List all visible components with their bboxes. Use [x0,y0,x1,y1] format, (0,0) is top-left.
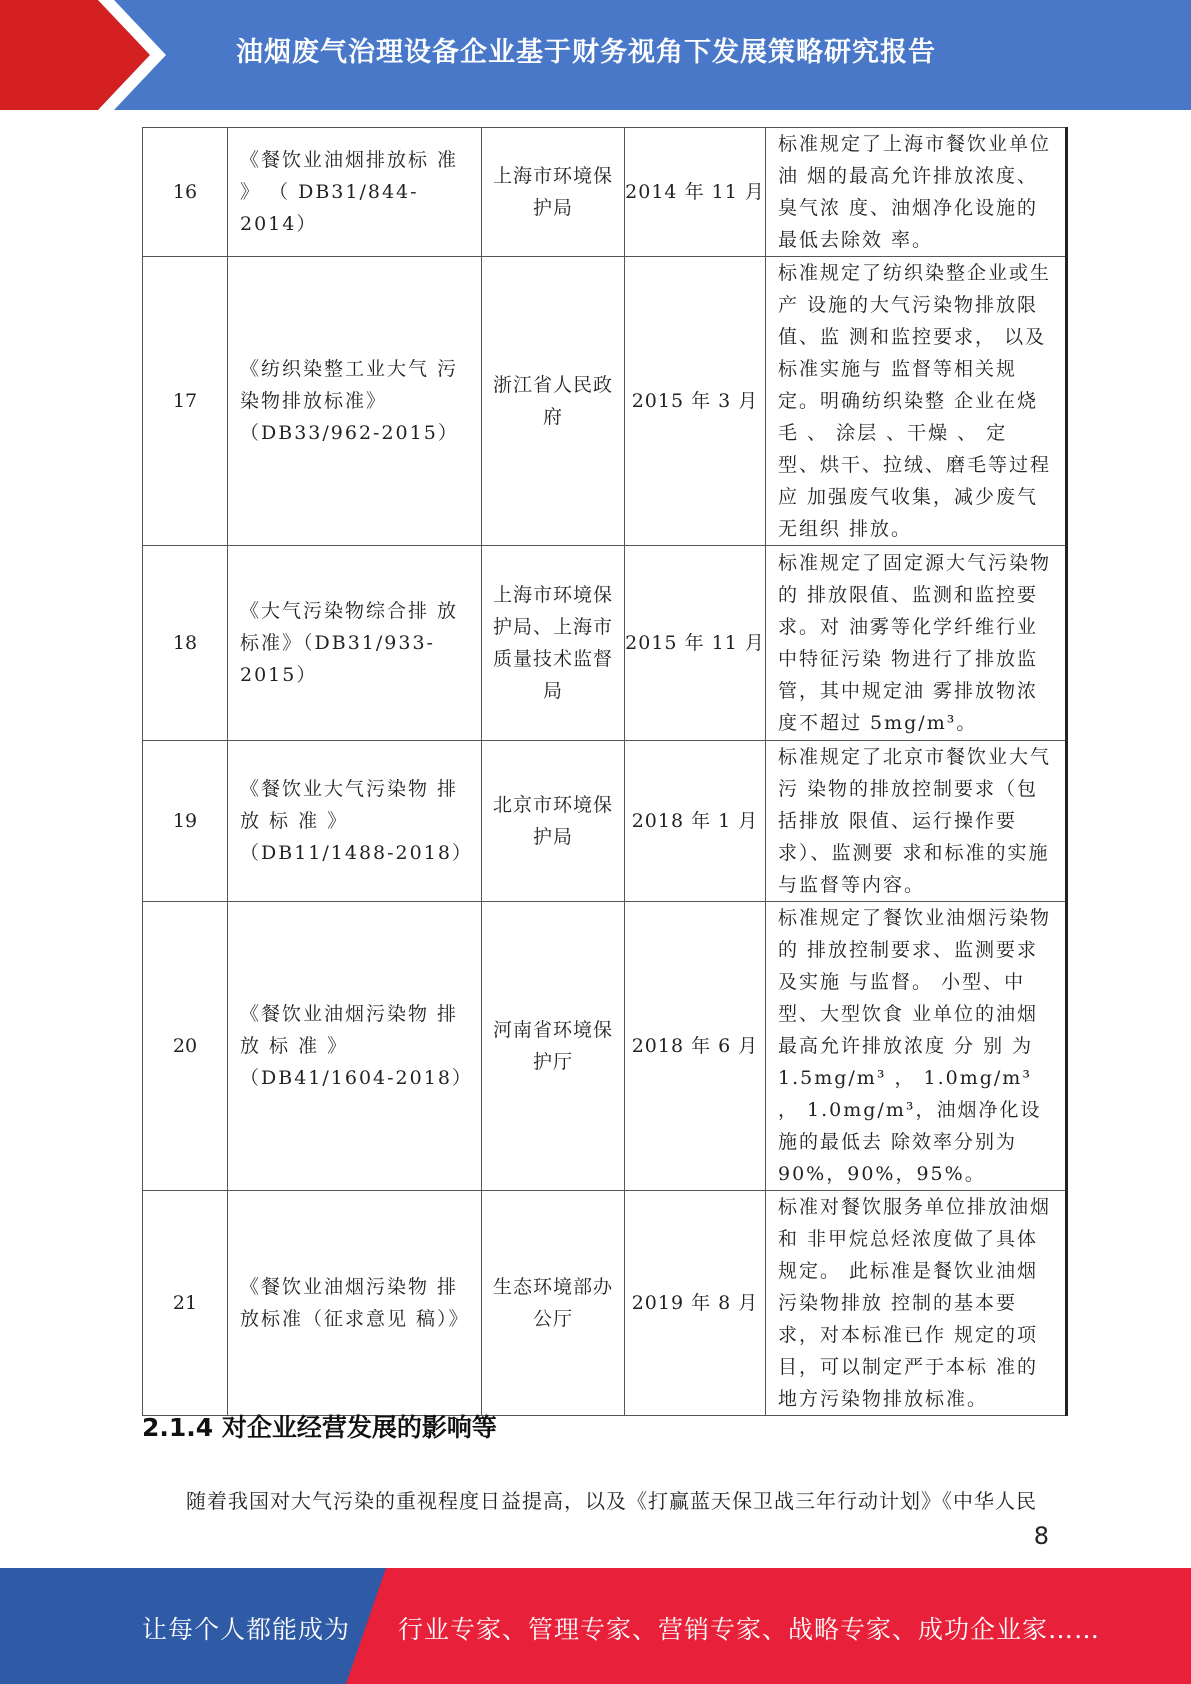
table-row [143,741,1067,902]
row-number: 18 [143,546,228,741]
issuing-agency: 上海市环境保护局 [482,128,625,257]
section-heading: 2.1.4 对企业经营发展的影响等 [142,1413,497,1442]
table-row [143,257,1067,546]
standard-description: 标准规定了固定源大气污染物的 排放限值、监测和监控要求。对 油雾等化学纤维行业中特征污染 物进行了排放监管，其中规定油 雾排放物浓度不超过 5mg/m³。 [766,546,1067,741]
footer-slogan-right: 行业专家、管理专家、营销专家、战略专家、成功企业家…… [398,1615,1101,1644]
footer-slogan-left: 让每个人都能成为 [142,1615,351,1644]
table-row [143,1191,1067,1416]
row-number: 21 [143,1191,228,1416]
issue-date: 2019 年 8 月 [625,1191,766,1416]
body-paragraph: 随着我国对大气污染的重视程度日益提高，以及《打赢蓝天保卫战三年行动计划》《中华人民 [186,1489,1037,1513]
issuing-agency: 浙江省人民政府 [482,257,625,546]
row-number: 20 [143,902,228,1191]
row-number: 19 [143,741,228,902]
standard-description: 标准规定了北京市餐饮业大气污 染物的排放控制要求（包括排放 限值、运行操作要求）、监测要 求和标准的实施与监督等内容。 [766,741,1067,902]
standard-name: 《餐饮业油烟污染物 排 放 标 准 》（DB41/1604-2018） [228,902,482,1191]
table-row [143,128,1067,257]
issue-date: 2015 年 3 月 [625,257,766,546]
issue-date: 2014 年 11 月 [625,128,766,257]
standard-description: 标准规定了餐饮业油烟污染物的 排放控制要求、监测要求及实施 与监督。 小型、中型、大型饮食 业单位的油烟最高允许排放浓度 分 别 为 1.5mg/m³ ， 1.0mg/m³ ， 1.0mg/m³，油烟净化设施的最低去 除效率分别为 90%，90%，95%。 [766,902,1067,1191]
issue-date: 2018 年 1 月 [625,741,766,902]
standard-description: 标准对餐饮服务单位排放油烟和 非甲烷总烃浓度做了具体规定。 此标准是餐饮业油烟污染物排放 控制的基本要求，对本标准已作 规定的项目，可以制定严于本标 准的地方污染物排放标准。 [766,1191,1067,1416]
row-number: 16 [143,128,228,257]
issue-date: 2015 年 11 月 [625,546,766,741]
issuing-agency: 上海市环境保护局、上海市质量技术监督局 [482,546,625,741]
standard-description: 标准规定了纺织染整企业或生产 设施的大气污染物排放限值、监 测和监控要求， 以及标准实施与 监督等相关规定。明确纺织染整 企业在烧毛 、 涂层 、干燥 、 定 型、烘干、拉绒、磨毛等过程应 加强废气收集，减少废气无组织 排放。 [766,257,1067,546]
standard-name: 《餐饮业油烟污染物 排放标准（征求意见 稿）》 [228,1191,482,1416]
standard-description: 标准规定了上海市餐饮业单位油 烟的最高允许排放浓度、 臭气浓 度、油烟净化设施的最低去除效 率。 [766,128,1067,257]
page-footer [0,1568,1191,1684]
standards-table [142,127,1068,1416]
standard-name: 《大气污染物综合排 放标准》（DB31/933- 2015） [228,546,482,741]
table-row [143,902,1067,1191]
issue-date: 2018 年 6 月 [625,902,766,1191]
issuing-agency: 生态环境部办公厅 [482,1191,625,1416]
standard-name: 《餐饮业大气污染物 排 放 标 准 》（DB11/1488-2018） [228,741,482,902]
issuing-agency: 北京市环境保护局 [482,741,625,902]
table-row [143,546,1067,741]
standard-name: 《餐饮业油烟排放标 准 》 （ DB31/844- 2014） [228,128,482,257]
row-number: 17 [143,257,228,546]
issuing-agency: 河南省环境保护厅 [482,902,625,1191]
page-number: 8 [1033,1522,1049,1550]
page-header [0,0,1191,110]
standard-name: 《纺织染整工业大气 污染物排放标准》（DB33/962-2015） [228,257,482,546]
header-title: 油烟废气治理设备企业基于财务视角下发展策略研究报告 [236,37,936,68]
